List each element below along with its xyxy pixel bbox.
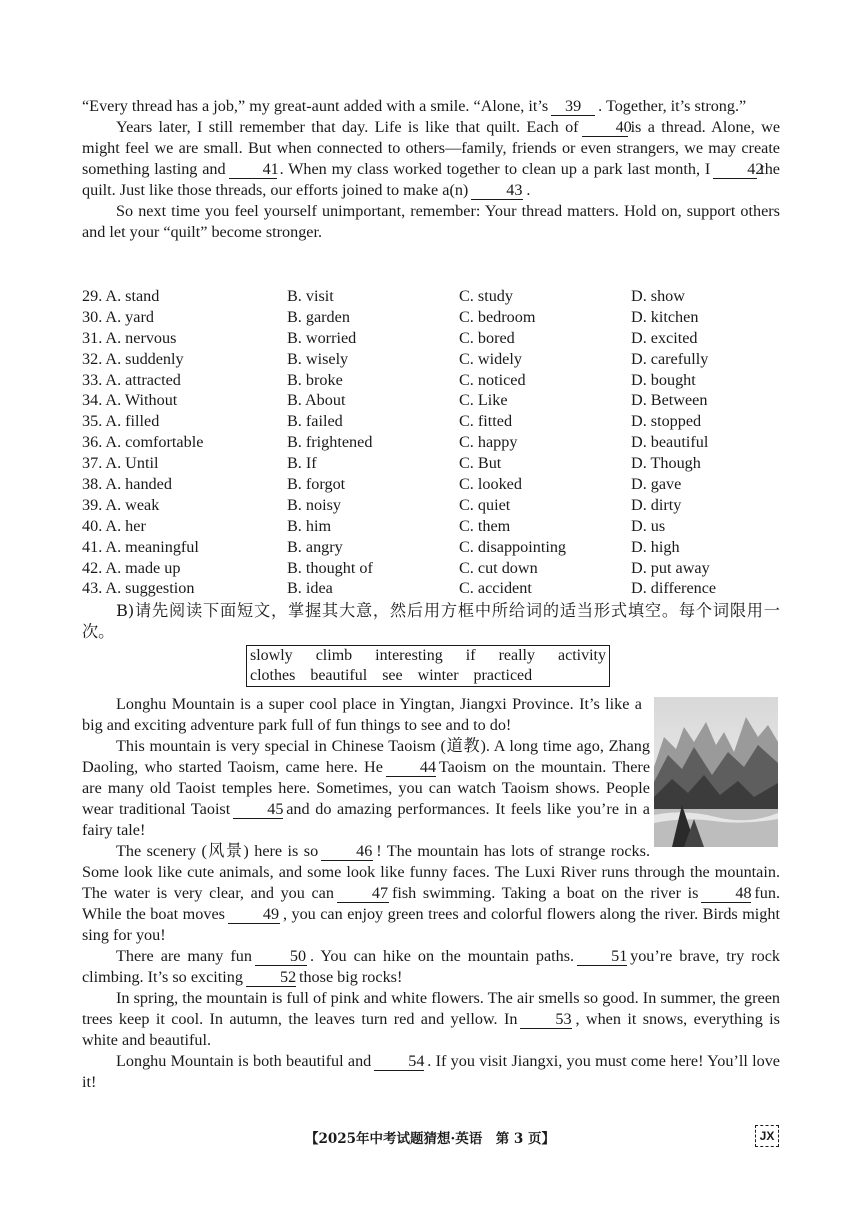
- page-footer: 【2025年中考试题猜想·英语 第 3 页】: [304, 1131, 556, 1147]
- option-row: 35. A. filled B. failed C. fitted D. stopped: [82, 412, 702, 431]
- blank-48: 48: [701, 885, 751, 903]
- blank-50: 50: [255, 948, 307, 966]
- options-list: [82, 286, 780, 599]
- option-row: 34. A. Without B. About C. Like D. Between: [82, 391, 708, 410]
- option-row: 39. A. weak B. noisy C. quiet D. dirty: [82, 495, 682, 514]
- blank-43: 43: [471, 182, 523, 200]
- paragraph-b1: Longhu Mountain is a super cool place in Yingtan, Jiangxi Province. It’s like a big and exciting adventure park full of fun things to see and to do!: [82, 695, 642, 734]
- blank-39: 39: [551, 98, 595, 116]
- paragraph-a2: Years later, I still remember that day. Life is like that quilt. Each of 40is a thread. Alone, we might feel we are small. But when connected to others—family, friends or even strangers, we may create something lasting and 41. When my class worked together to clean up a park last month, I 42the quilt. Just like those threads, our efforts joined to make a(n) 43 .: [82, 118, 780, 199]
- region-badge: JX: [755, 1125, 779, 1147]
- option-row: 41. A. meaningful B. angry C. disappointing D. high: [82, 537, 680, 556]
- option-row: 36. A. comfortable B. frightened C. happy D. beautiful: [82, 433, 709, 452]
- word-box-row: slowly climb interesting if really activity: [250, 647, 606, 664]
- paragraph-b2: This mountain is very special in Chinese Taoism (道教). A long time ago, Zhang Daoling, who started Taoism, came here. He 44 Taoism on the mountain. There are many old Taoist temples here. Sometimes, you can watch Taoism shows. People wear traditional Taoist 45 and do amazing performances. It feels like you’re in a fairy tale!: [82, 737, 651, 839]
- option-row: 29. A. stand B. visit C. study D. show: [82, 287, 685, 305]
- option-row: 43. A. suggestion B. idea C. accident D. difference: [82, 579, 717, 598]
- blank-44: 44: [386, 759, 436, 777]
- blank-51: 51: [577, 948, 627, 966]
- blank-42: 42: [713, 161, 757, 179]
- word-box-row: clothes beautiful see winter practiced: [250, 667, 533, 684]
- blank-46: 46: [321, 843, 373, 861]
- option-row: 42. A. made up B. thought of C. cut down D. put away: [82, 558, 710, 577]
- passage-a: [82, 96, 780, 243]
- paragraph-a3: So next time you feel yourself unimportant, remember: Your thread matters. Hold on, support others and let your “quilt” become stronger.: [82, 202, 780, 241]
- blank-40: 40: [582, 119, 628, 137]
- paragraph-b4: There are many fun 50 . You can hike on the mountain paths. 51 you’re brave, try rock climbing. It’s so exciting 52 those big rocks!: [82, 947, 780, 986]
- blank-53: 53: [520, 1011, 572, 1029]
- option-row: 31. A. nervous B. worried C. bored D. excited: [82, 328, 698, 347]
- blank-52: 52: [246, 969, 296, 987]
- option-row: 33. A. attracted B. broke C. noticed D. bought: [82, 370, 696, 389]
- blank-41: 41: [229, 161, 277, 179]
- passage-b: [82, 694, 780, 1093]
- blank-49: 49: [228, 906, 280, 924]
- paragraph-a1: “Every thread has a job,” my great-aunt added with a smile. “Alone, it’s 39 . Together, it’s strong.”: [82, 97, 747, 115]
- option-row: 30. A. yard B. garden C. bedroom D. kitchen: [82, 307, 699, 326]
- paragraph-b6: Longhu Mountain is both beautiful and 54 . If you visit Jiangxi, you must come here! You’ll love it!: [82, 1052, 780, 1091]
- option-row: 32. A. suddenly B. wisely C. widely D. carefully: [82, 349, 709, 368]
- blank-47: 47: [337, 885, 389, 903]
- option-row: 37. A. Until B. If C. But D. Though: [82, 454, 701, 473]
- section-b-instruction: B)请先阅读下面短文，掌握其大意，然后用方框中所给词的适当形式填空。每个词限用一次。: [82, 601, 780, 641]
- blank-54: 54: [374, 1053, 424, 1071]
- paragraph-b3: The scenery (风景) here is so 46 ! The mountain has lots of strange rocks. Some look like cute animals, and some look like funny faces. The Luxi River runs through the mountain. The water is very clear, and you can 47 fish swimming. Taking a boat on the river is 48 fun. While the boat moves 49 , you can enjoy green trees and colorful flowers along the river. Birds might sing for you!: [82, 842, 780, 944]
- blank-45: 45: [233, 801, 283, 819]
- paragraph-b5: In spring, the mountain is full of pink and white flowers. The air smells so good. In summer, the green trees keep it cool. In autumn, the leaves turn red and yellow. In 53 , when it snows, everything is white and beautiful.: [82, 989, 780, 1049]
- word-box: [246, 645, 610, 687]
- option-row: 40. A. her B. him C. them D. us: [82, 516, 666, 535]
- option-row: 38. A. handed B. forgot C. looked D. gave: [82, 475, 682, 494]
